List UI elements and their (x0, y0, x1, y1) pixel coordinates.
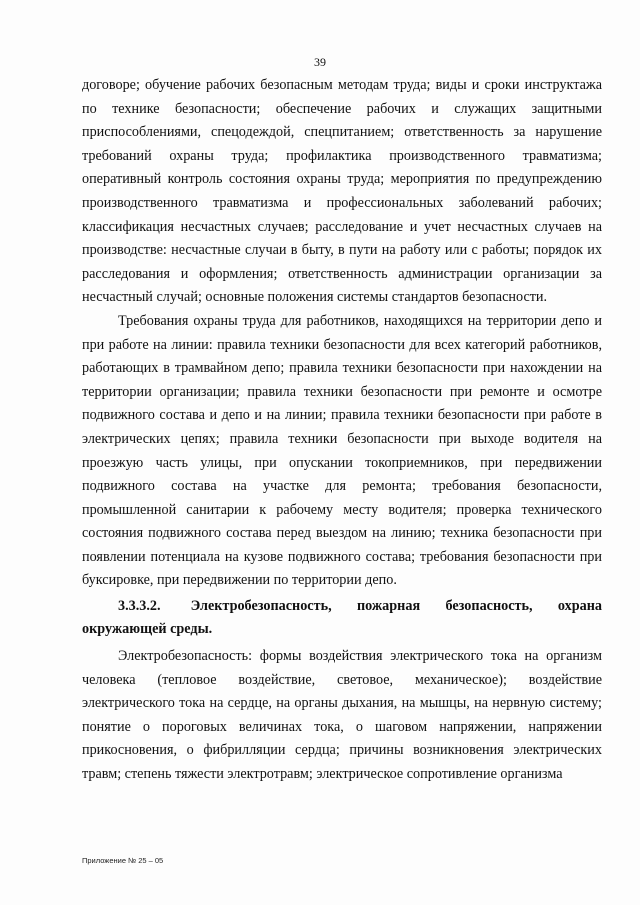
paragraph-continuation: договоре; обучение рабочих безопасным методам труда; виды и сроки инструктажа по технике безопасности; обеспечение рабочих и служащих защитными приспособлениями, спецодеждой, спецпитанием; ответственность за нарушение требований охраны труда; профилактика производственного травматизма; оперативный контроль состояния охраны труда; мероприятия по предупреждению производственного травматизма и профессиональных заболеваний рабочих; классификация несчастных случаев; расследование и учет несчастных случаев на производстве: несчастные случаи в быту, в пути на работу или с работы; порядок их расследования и оформления; ответственность администрации организации за несчастный случай; основные положения системы стандартов безопасности. (82, 77, 602, 306)
document-body (82, 74, 602, 787)
section-title: Электробезопасность, пожарная безопасность, охрана окружающей среды. (82, 598, 602, 638)
footer-appendix-label: Приложение № 25 – 05 (82, 856, 164, 865)
paragraph-labor-safety-requirements: Требования охраны труда для работников, находящихся на территории депо и при работе на линии: правила техники безопасности для всех категорий работников, работающих в трамвайном депо; правила техники безопасности при нахождении на территории организации; правила техники безопасности при ремонте и осмотре подвижного состава и депо и на линии; правила техники безопасности при работе в электрических цепях; правила техники безопасности при выходе водителя на проезжую часть улицы, при опускании токоприемников, при передвижении подвижного состава на участке для ремонта; требования безопасности, промышленной санитарии к рабочему месту водителя; проверка технического состояния подвижного состава перед выездом на линию; техника безопасности при появлении потенциала на кузове подвижного состава; требования безопасности при буксировке, при передвижении по территории депо. (82, 312, 602, 589)
section-number: 3.3.3.2. (118, 598, 161, 615)
paragraph-electrical-safety: Электробезопасность: формы воздействия электрического тока на организм человека (тепловое воздействие, световое, механическое); воздействие электрического тока на сердце, на органы дыхания, на мышцы, на нервную систему; понятие о пороговых величинах тока, о шаговом напряжении, напряжении прикосновения, о фибрилляции сердца; причины возникновения электрических травм; степень тяжести электротравм; электрическое сопротивление организма (82, 648, 602, 783)
section-heading (82, 595, 602, 641)
page-number: 39 (314, 55, 326, 69)
